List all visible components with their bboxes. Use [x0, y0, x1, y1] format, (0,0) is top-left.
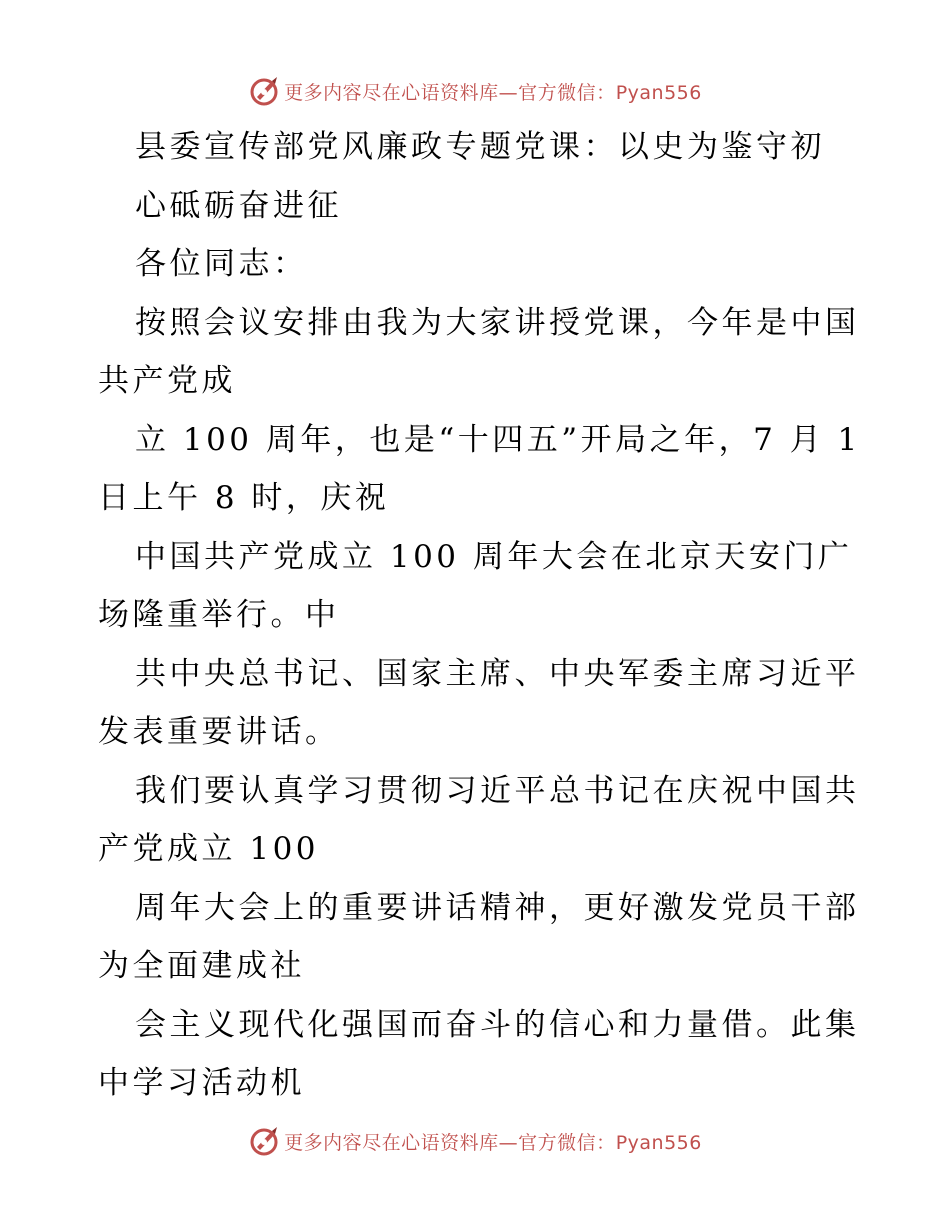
banner-text [284, 1128, 702, 1155]
document-line: 场隆重举行。中 [98, 597, 340, 633]
document-line: 共产党成 [98, 363, 236, 399]
document-line: 中学习活动机 [98, 1065, 305, 1101]
wechat-id: Pyan556 [615, 81, 702, 104]
brand-text: 更多内容尽在心语资料库 [284, 1131, 499, 1154]
document-line: 共中央总书记、国家主席、中央军委主席习近平 [135, 655, 860, 692]
wechat-id: Pyan556 [615, 1131, 702, 1154]
document-line: 县委宣传部党风廉政专题党课：以史为鉴守初 [135, 129, 825, 165]
wechat-label: 官方微信： [518, 1131, 616, 1154]
quill-circle-logo-icon [248, 75, 280, 107]
quill-circle-logo-icon [248, 1125, 280, 1157]
document-line: 立 100 周年，也是“十四五”开局之年，7 月 1 [135, 421, 861, 458]
wechat-label: 官方微信： [518, 81, 616, 104]
document-line: 周年大会上的重要讲话精神，更好激发党员干部 [135, 889, 860, 926]
document-line: 为全面建成社 [98, 948, 305, 984]
banner-text [284, 78, 702, 105]
document-line: 按照会议安排由我为大家讲授党课，今年是中国 [135, 304, 860, 341]
document-line: 日上午 8 时，庆祝 [98, 480, 390, 516]
brand-text: 更多内容尽在心语资料库 [284, 81, 499, 104]
document-line: 发表重要讲话。 [98, 714, 340, 750]
document-line: 中国共产党成立 100 周年大会在北京天安门广 [135, 538, 853, 575]
banner-separator: — [498, 1131, 519, 1154]
document-line: 我们要认真学习贯彻习近平总书记在庆祝中国共 [135, 772, 860, 809]
document-line: 各位同志： [135, 246, 308, 282]
document-line: 心砥砺奋进征 [135, 187, 342, 224]
banner-separator: — [498, 81, 519, 104]
footer-watermark-banner [0, 1121, 950, 1161]
header-watermark-banner [0, 71, 950, 111]
document-line: 会主义现代化强国而奋斗的信心和力量借。此集 [135, 1006, 860, 1043]
document-line: 产党成立 100 [98, 831, 320, 867]
document-body [98, 118, 868, 1113]
